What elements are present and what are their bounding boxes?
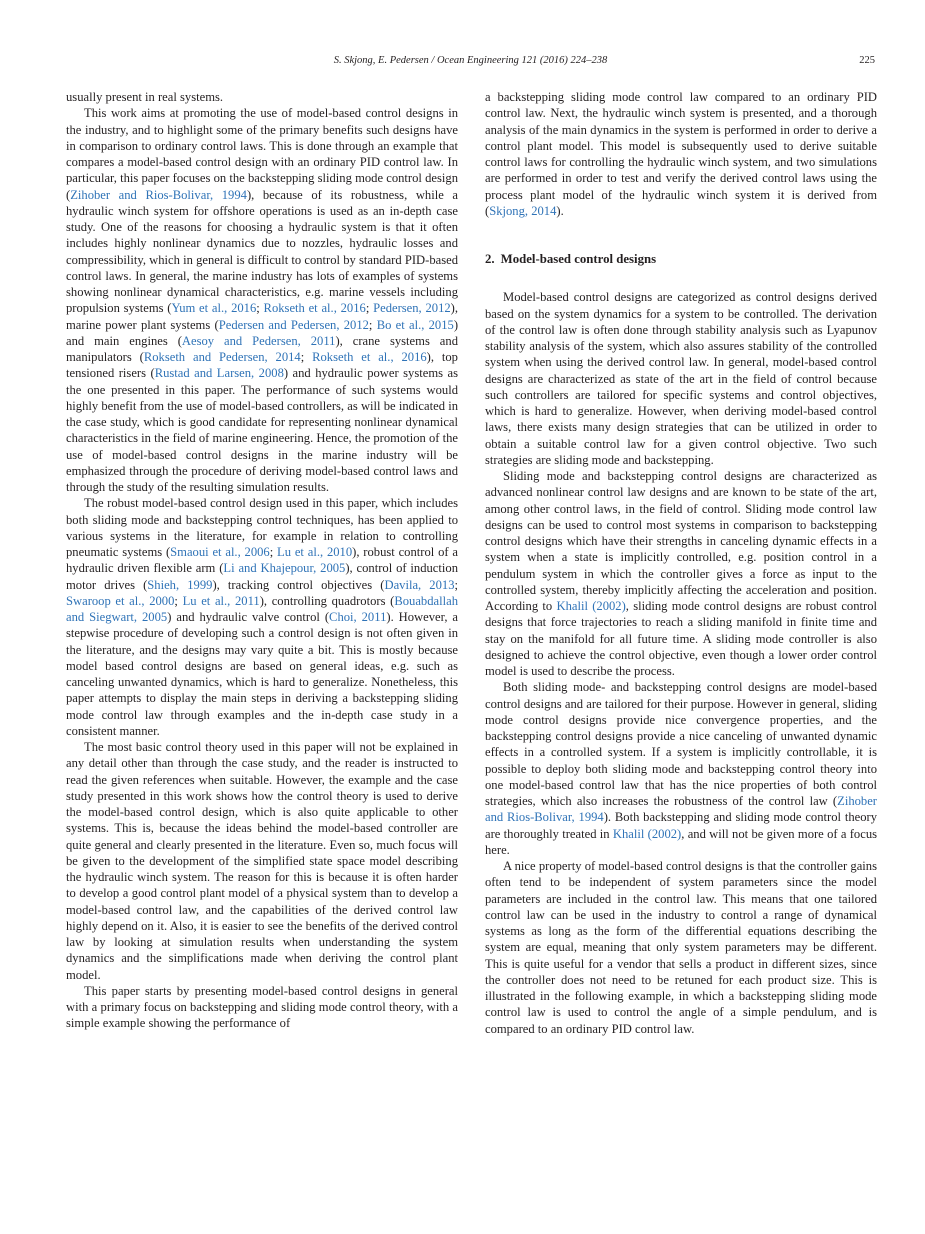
citation-link[interactable]: Lu et al., 2011 (182, 593, 260, 608)
paragraph (66, 983, 458, 1032)
text-run: , and will not be given more of a focus here. (485, 826, 878, 857)
text-run: a backstepping sliding mode control law compared to an ordinary PID control law. Next, the hydraulic winch system is presented, and a thorough analysis of the main dynamics in the system is performed in order to derive a control plant model. This model is subsequently used to derive suitable control laws for controlling the hydraulic winch system, and two simulations are performed in order to test and verify the derived control laws using the process plant model of the hydraulic winch system it is derived from ( (485, 90, 877, 218)
text-run: ; (365, 301, 374, 316)
citation-link[interactable]: Skjong, 2014 (489, 203, 557, 218)
right-column (485, 89, 877, 1037)
text-run: ), robust control of a hydraulic driven flexible arm ( (66, 545, 458, 576)
text-run: ) and main engines ( (66, 317, 459, 348)
citation-link[interactable]: Davila, 2013 (384, 577, 455, 592)
text-run: ; (454, 577, 458, 592)
text-run: ; (256, 301, 264, 316)
section-heading (485, 251, 877, 267)
text-run: A nice property of model-based control designs is that the controller gains often tend to be independent of system parameters since the model parameters are included in the control law. This means that one tailored control law can be used in the industry to control a range of dynamical systems as long as the form of the differential equations describing the system are equal, meaning that only system parameters may be different. This is quite useful for a vendor that sells a product in different sizes, since the controller does not need to be retuned for each product size. This is illustrated in the following example, in which a backstepping sliding mode control law is used to control the angle of a simple pendulum, and is compared to an ordinary PID control law. (485, 859, 877, 1036)
text-run: ; (300, 350, 313, 364)
paragraph (485, 858, 877, 1037)
citation-link[interactable]: Bouabdallah and Siegwart, 2005 (66, 593, 458, 624)
paragraph (66, 739, 458, 983)
running-head: S. Skjong, E. Pedersen / Ocean Engineering 121 (2016) 224–238 (333, 55, 608, 66)
paragraph (66, 105, 458, 495)
text-run: ), controlling quadrotors ( (259, 593, 395, 608)
text-run: Model-based control designs are categorized as control designs derived based on the system dynamics for a system to be controlled. The derivation of the control law is often done through stability analysis such as Lyapunov stability analysis of the system, which also assures stability of the controlled system when using the derived control law. In general, model-based control designs are characterized as state of the art in the field of control because such controllers are tailored for specific systems and control objectives, which is hard to generalize. However, when deriving model-based control laws, there exists many design strategies that can be utilized in order to obtain a suitable control law for a given control objective. Two such strategies are sliding mode and backstepping. (485, 290, 877, 467)
text-run: ). Both backstepping and sliding mode control theory are thoroughly treated in (485, 810, 877, 841)
text-run: ; (368, 317, 377, 332)
text-run: ), marine power plant systems ( (66, 301, 459, 332)
paragraph (485, 468, 877, 679)
citation-link[interactable]: Aesoy and Pedersen, 2011 (181, 333, 336, 348)
citation-link[interactable]: Khalil (2002) (612, 826, 682, 841)
paragraph (66, 89, 458, 105)
citation-link[interactable]: Zihober and Rios-Bolivar, 1994 (70, 187, 247, 202)
section-number: 2. (485, 252, 495, 266)
section-title: Model-based control designs (500, 252, 657, 266)
citation-link[interactable]: Khalil (2002) (556, 599, 626, 613)
text-run: ) and hydraulic power systems as the one presented in this paper. The performance of such systems would highly benefit from the use of model-based controllers, as will be indicated in the case study, which is good candidate for representing nonlinear dynamical characteristics in the field of marine engineering. Hence, the promotion of the use of model-based control designs in the marine industry will be emphasized through the procedure of deriving model-based control laws and through the study of the resulting simulation results. (66, 366, 459, 494)
citation-link[interactable]: Shieh, 1999 (147, 577, 213, 592)
text-run: usually present in real systems. (66, 90, 224, 104)
text-run: ), tracking control objectives ( (212, 577, 385, 592)
citation-link[interactable]: Pedersen and Pedersen, 2012 (218, 317, 369, 332)
paragraph (485, 289, 877, 468)
citation-link[interactable]: Bo et al., 2015 (376, 317, 454, 332)
page-header (66, 55, 875, 71)
citation-link[interactable]: Smaoui et al., 2006 (170, 545, 270, 559)
citation-link[interactable]: Swaroop et al., 2000 (66, 593, 175, 608)
page-number: 225 (859, 55, 875, 66)
citation-link[interactable]: Rokseth et al., 2016 (263, 301, 366, 316)
paragraph (66, 495, 458, 739)
text-run: ; (174, 593, 183, 608)
paragraph (485, 89, 877, 219)
text-run: The robust model-based control design used in this paper, which includes both sliding mode and backstepping control techniques, has been applied to various systems in the literature, for example in relation to controlling pneumatic systems ( (66, 496, 458, 559)
citation-link[interactable]: Lu et al., 2010 (277, 545, 353, 559)
citation-link[interactable]: Zihober and Rios-Bolivar, 1994 (485, 794, 877, 825)
text-run: ). However, a stepwise procedure of developing such a control design is not often given in the literature, and the designs may vary quite a bit. This is mostly because model based control designs are based on general ideas, e.g. such as canceling unwanted dynamics, which is hard to generalize. Nonetheless, this paper attempts to display the main steps in deriving a backstepping sliding mode control law through examples and the in-depth case study in a consistent manner. (66, 610, 459, 738)
paragraph (485, 679, 877, 858)
text-run: ), crane systems and manipulators ( (66, 333, 458, 364)
text-run: Sliding mode and backstepping control designs are characterized as advanced nonlinear control law designs and are known to be state of the art, among other control laws, in the field of control. Sliding mode control law designs can be used to control most systems in comparison to backstepping control designs which have their strengths in canceling dynamic effects in a system when a state is implicitly controlled, e.g. position control in a pendulum system in which the controller gives a force as input to the controlled system, thereby implicitly affecting the acceleration and position. According to (485, 469, 877, 613)
text-run: ; (269, 545, 278, 559)
text-run: , sliding mode control designs are robust control designs that force trajectories to reach a sliding manifold in finite time and stay on the manifold for all future time. A sliding mode controller is also designed to achieve the control objective, even though a lower order control model is used to describe the process. (485, 599, 877, 678)
text-run: ), because of its robustness, while a hydraulic winch system for offshore operations is used as an in-depth case study. One of the reasons for choosing a hydraulic system is that it often includes highly nonlinear dynamics due to nozzles, hydraulic losses and compressibility, which in general is difficult to control by standard PID-based control laws. In general, the marine industry has lots of examples of systems showing nonlinear dynamical characteristics, e.g. marine vessels including propulsion systems ( (66, 187, 458, 316)
text-run: ), control of induction motor drives ( (66, 561, 458, 592)
text-run: ) and hydraulic valve control ( (167, 610, 330, 624)
text-run: ), top tensioned risers ( (66, 350, 458, 381)
text-run: The most basic control theory used in this paper will not be explained in any detail other than through the case study, and the reader is instructed to read the given references when suitable. However, the example and the case study presented in this work shows how the control theory is used to derive the model-based control design, which is also quite applicable to other systems. This is, because the ideas behind the model-based controller are quite general and clearly presented in the literature. Even so, much focus will be given to the development of the simplified state space model describing the hydraulic winch system. The reason for this is because it is often harder to develop a good control plant model of a physical system than to develop a model-based control law, and the capabilities of the derived control law highly depend on it. Also, it is easier to see the benefits of the derived control law by looking at simulation results when understanding the system dynamics and the simplifications made when deriving the control plant model. (66, 740, 458, 982)
citation-link[interactable]: Yum et al., 2016 (171, 301, 257, 316)
text-run: Both sliding mode- and backstepping control designs are model-based control designs and are tailored for their purpose. However in general, sliding mode control designs provide nice convergence properties, and the backstepping control designs provide a nice canceling of unwanted dynamic effects in a controlled system. If a system is implicitly controllable, it is possible to deploy both sliding mode and backstepping control theory into one model-based control law that has the nice properties of both control strategies, which also increases the robustness of the control law ( (485, 680, 877, 808)
citation-link[interactable]: Rustad and Larsen, 2008 (154, 366, 284, 381)
citation-link[interactable]: Li and Khajepour, 2005 (223, 561, 346, 576)
citation-link[interactable]: Rokseth et al., 2016 (312, 350, 427, 364)
text-run: This work aims at promoting the use of model-based control designs in the industry, and to highlight some of the primary benefits such designs have in comparison to ordinary control laws. This is done through an example that compares a model-based control design with an ordinary PID control law. In particular, this paper focuses on the backstepping sliding mode control design ( (66, 106, 458, 202)
citation-link[interactable]: Pedersen, 2012 (373, 301, 451, 316)
left-column (66, 89, 458, 1032)
citation-link[interactable]: Choi, 2011 (329, 610, 387, 624)
citation-link[interactable]: Rokseth and Pedersen, 2014 (143, 350, 301, 364)
text-run: This paper starts by presenting model-based control designs in general with a primary focus on backstepping and sliding mode control theory, with a simple example showing the performance of (66, 983, 458, 1031)
text-run: ). (556, 203, 564, 218)
